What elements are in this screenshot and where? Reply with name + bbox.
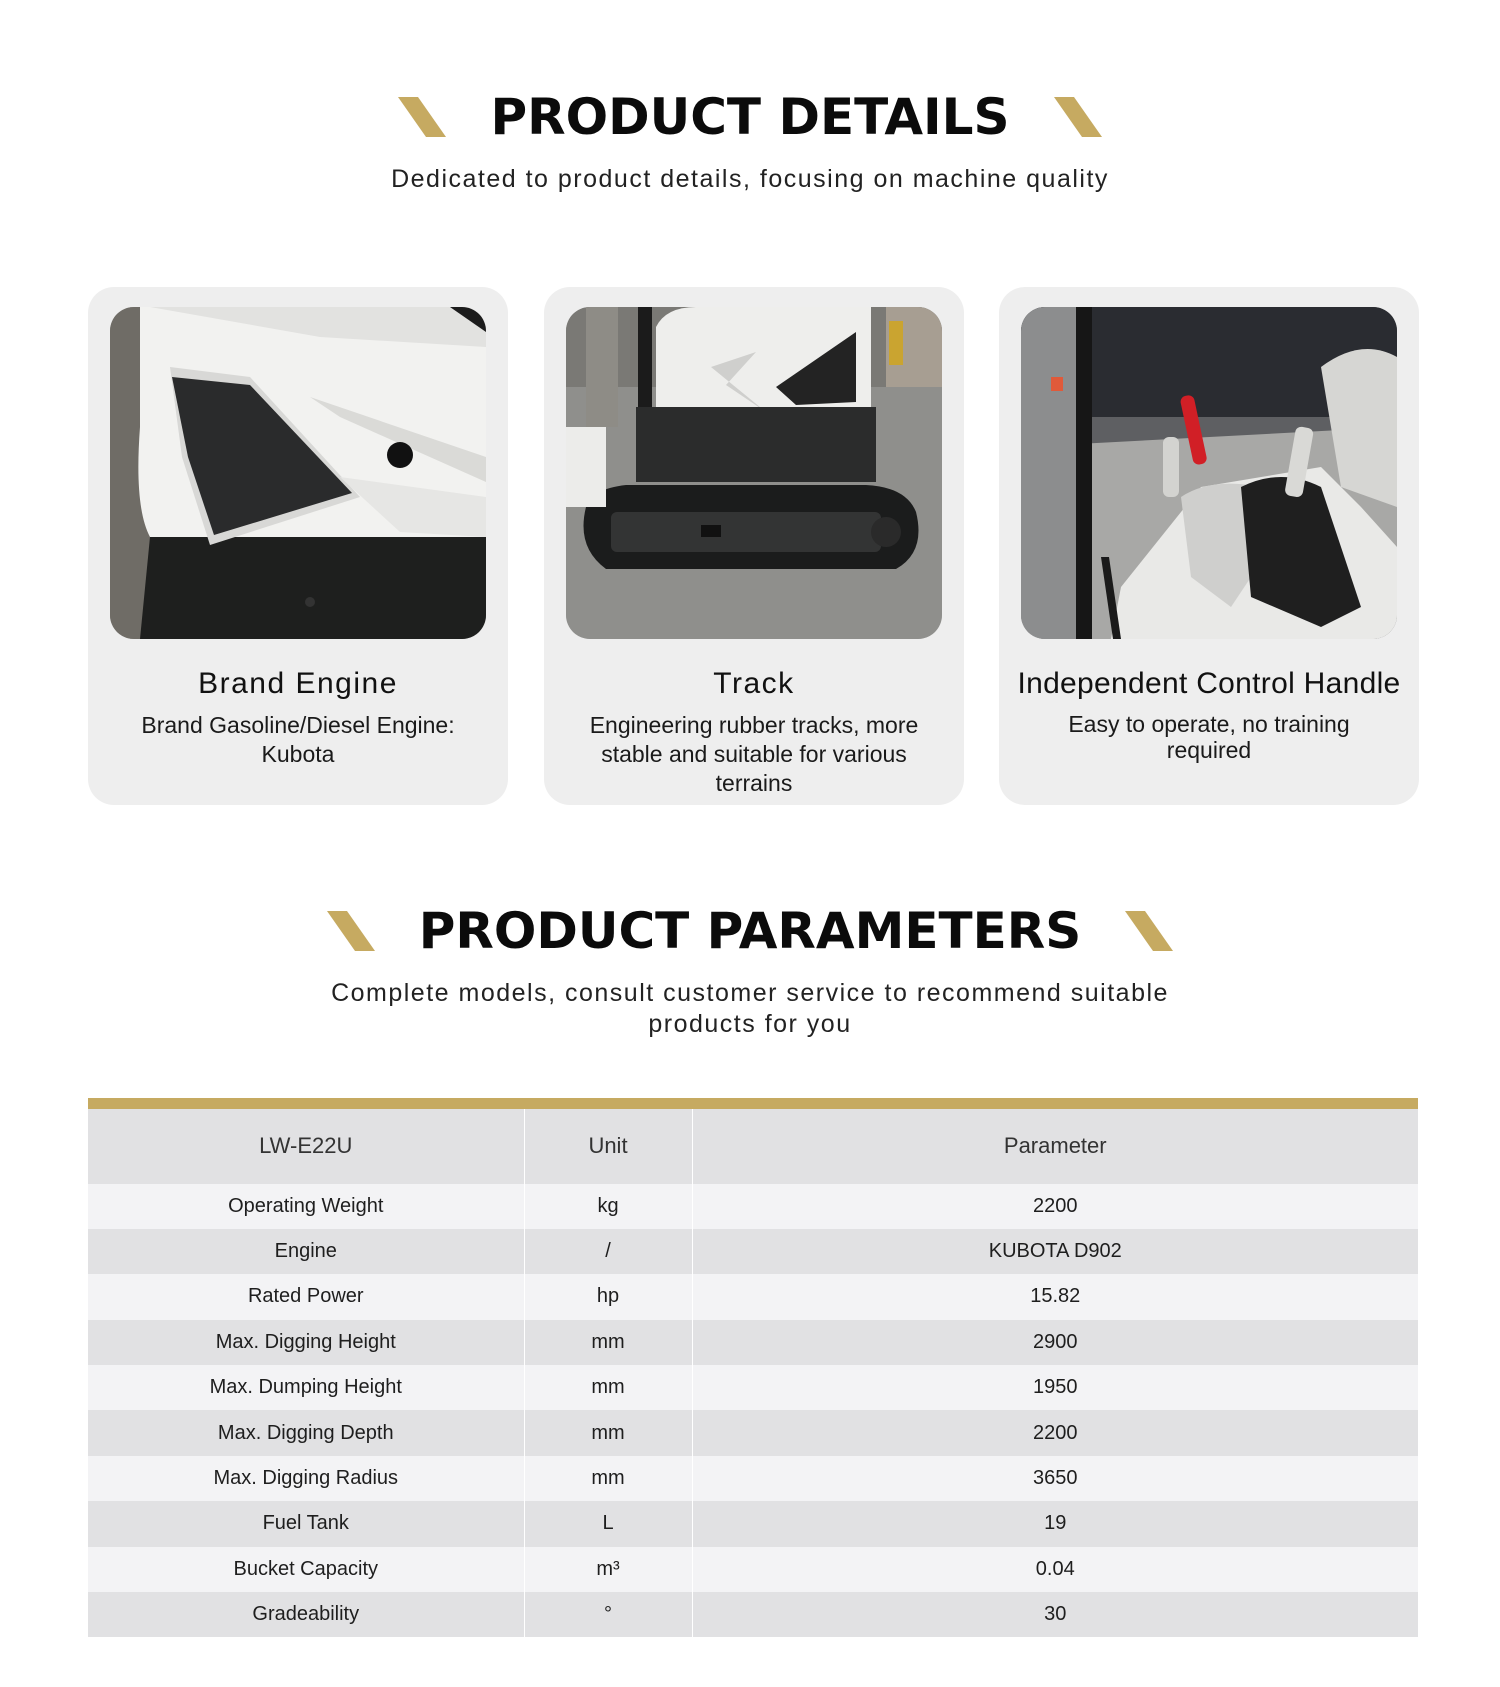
parameter-column-header: Parameter	[692, 1104, 1418, 1184]
card-description: Brand Gasoline/Diesel Engine: Kubota	[141, 712, 455, 767]
left-slash-decoration	[327, 911, 375, 951]
spec-name: Rated Power	[88, 1274, 524, 1319]
track-photo	[566, 307, 942, 639]
section-title: PRODUCT DETAILS	[490, 88, 1010, 146]
card-description: Easy to operate, no training required	[1068, 711, 1350, 763]
spec-value: 30	[692, 1592, 1418, 1637]
table-row	[88, 1456, 1418, 1501]
spec-unit: mm	[524, 1456, 692, 1501]
spec-unit: m³	[524, 1547, 692, 1592]
table-row	[88, 1501, 1418, 1546]
spec-name: Max. Dumping Height	[88, 1365, 524, 1410]
control-handle-photo	[1021, 307, 1397, 639]
spec-value: 2900	[692, 1320, 1418, 1365]
spec-unit: L	[524, 1501, 692, 1546]
parameter-table	[88, 1098, 1418, 1637]
spec-name: Max. Digging Radius	[88, 1456, 524, 1501]
unit-column-header: Unit	[524, 1104, 692, 1184]
section-subtitle: Complete models, consult customer service to recommend suitable products for you	[331, 979, 1169, 1038]
card-title: Independent Control Handle	[1017, 667, 1401, 700]
spec-value: 3650	[692, 1456, 1418, 1501]
spec-name: Engine	[88, 1229, 524, 1274]
spec-value: 2200	[692, 1184, 1418, 1229]
left-slash-decoration	[398, 97, 446, 137]
spec-unit: °	[524, 1592, 692, 1637]
table-row	[88, 1274, 1418, 1319]
card-description: Engineering rubber tracks, more stable and suitable for various terrains	[589, 712, 919, 796]
card-title: Track	[713, 667, 795, 700]
feature-card-track	[544, 287, 964, 805]
table-row	[88, 1320, 1418, 1365]
section-subtitle: Dedicated to product details, focusing on machine quality	[391, 165, 1109, 193]
feature-card-control	[999, 287, 1419, 805]
spec-unit: mm	[524, 1365, 692, 1410]
table-row	[88, 1365, 1418, 1410]
spec-unit: hp	[524, 1274, 692, 1319]
table-row	[88, 1592, 1418, 1637]
spec-name: Max. Digging Height	[88, 1320, 524, 1365]
table-row	[88, 1547, 1418, 1592]
spec-name: Operating Weight	[88, 1184, 524, 1229]
right-slash-decoration	[1125, 911, 1173, 951]
card-title: Brand Engine	[198, 667, 398, 700]
spec-name: Max. Digging Depth	[88, 1410, 524, 1455]
spec-value: 2200	[692, 1410, 1418, 1455]
spec-name: Gradeability	[88, 1592, 524, 1637]
feature-card-engine	[88, 287, 508, 805]
spec-value: 0.04	[692, 1547, 1418, 1592]
model-column-header: LW-E22U	[88, 1104, 524, 1184]
spec-value: KUBOTA D902	[692, 1229, 1418, 1274]
table-row	[88, 1184, 1418, 1229]
spec-unit: mm	[524, 1320, 692, 1365]
product-parameters-header	[0, 902, 1500, 1040]
engine-photo	[110, 307, 486, 639]
spec-unit: mm	[524, 1410, 692, 1455]
table-row	[88, 1229, 1418, 1274]
product-details-header	[0, 88, 1500, 195]
feature-cards	[88, 287, 1418, 805]
spec-name: Fuel Tank	[88, 1501, 524, 1546]
spec-name: Bucket Capacity	[88, 1547, 524, 1592]
spec-unit: /	[524, 1229, 692, 1274]
table-header-row	[88, 1104, 1418, 1184]
spec-value: 19	[692, 1501, 1418, 1546]
spec-value: 1950	[692, 1365, 1418, 1410]
section-title: PRODUCT PARAMETERS	[418, 902, 1082, 960]
right-slash-decoration	[1054, 97, 1102, 137]
table-row	[88, 1410, 1418, 1455]
spec-unit: kg	[524, 1184, 692, 1229]
spec-value: 15.82	[692, 1274, 1418, 1319]
